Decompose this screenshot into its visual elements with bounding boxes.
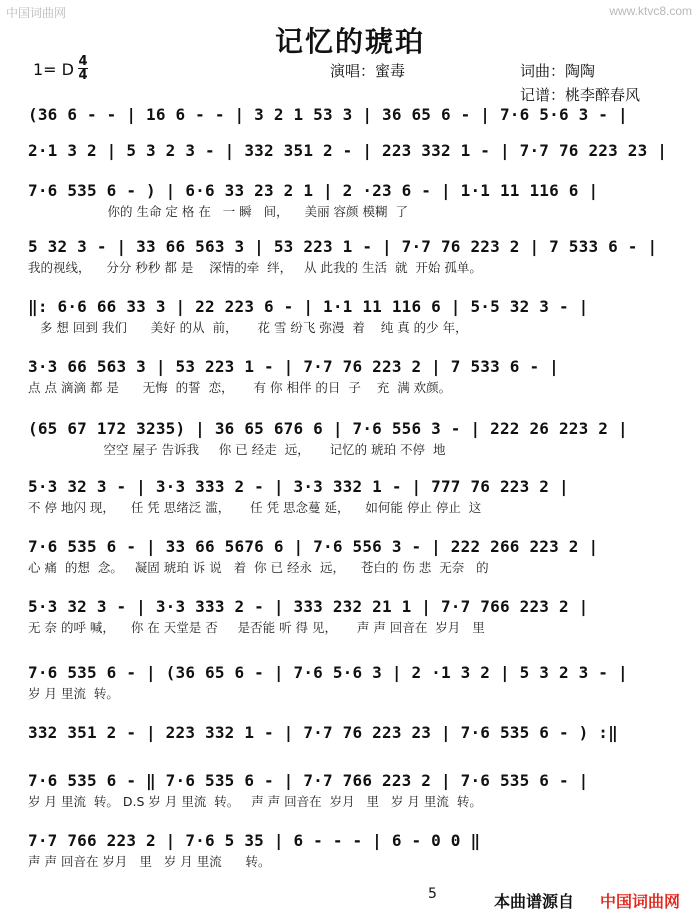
watermark-right: www.ktvc8.com bbox=[609, 4, 692, 18]
score-system-5 bbox=[28, 296, 668, 336]
watermark-left: 中国词曲网 bbox=[6, 6, 67, 20]
score-system-6 bbox=[28, 356, 668, 396]
score-system-14 bbox=[28, 830, 668, 870]
notation-line: 332 351 2 - | 223 332 1 - | 7·7 76 223 23 | 7·6 535 6 - ) :‖ bbox=[28, 723, 618, 742]
notation-line: 3·3 66 563 3 | 53 223 1 - | 7·7 76 223 2 | 7 533 6 - | bbox=[28, 357, 559, 376]
score-system-11 bbox=[28, 662, 668, 702]
composer-credit: 词曲：陶陶 bbox=[520, 62, 596, 80]
notation-line: 5·3 32 3 - | 3·3 333 2 - | 3·3 332 1 - | 777 76 223 2 | bbox=[28, 477, 569, 496]
score-system-13 bbox=[28, 770, 668, 810]
key-signature: 1= D bbox=[33, 60, 74, 79]
score-system-9 bbox=[28, 536, 668, 576]
lyrics-line: 不 停 地闪 现， 任 凭 思绪泛 滥， 任 凭 思念蔓 延， 如何能 停止 停止 这 bbox=[28, 500, 482, 515]
notation-line: 5·3 32 3 - | 3·3 333 2 - | 333 232 21 1 | 7·7 766 223 2 | bbox=[28, 597, 589, 616]
score-system-3 bbox=[28, 180, 668, 220]
lyrics-line: 心 痛 的想 念。 凝固 琥珀 诉 说 着 你 已 经永 远， 苍白的 伤 悲 无奈 的 bbox=[28, 560, 489, 575]
source-label: 本曲谱源自 bbox=[494, 892, 575, 911]
notation-line: 5 32 3 - | 33 66 563 3 | 53 223 1 - | 7·7 76 223 2 | 7 533 6 - | bbox=[28, 237, 658, 256]
source-brand[interactable]: 中国词曲网 bbox=[600, 892, 681, 911]
transcriber-credit: 记谱：桃李醉春风 bbox=[520, 86, 641, 104]
notation-line: (65 67 172 3235) | 36 65 676 6 | 7·6 556 3 - | 222 26 223 2 | bbox=[28, 419, 628, 438]
notation-line: ‖: 6·6 66 33 3 | 22 223 6 - | 1·1 11 116 6 | 5·5 32 3 - | bbox=[28, 297, 589, 316]
lyrics-line: 点 点 滴滴 都 是 无悔 的誓 恋， 有 你 相伴 的日 子 充 满 欢颜。 bbox=[28, 380, 452, 395]
time-signature bbox=[78, 56, 88, 81]
score-system-4 bbox=[28, 236, 668, 276]
singer-credit: 演唱：蜜毒 bbox=[330, 62, 406, 80]
lyrics-line: 空空 屋子 告诉我 你 已 经走 远， 记忆的 琥珀 不停 地 bbox=[28, 442, 446, 457]
page-number: 5 bbox=[428, 886, 437, 902]
notation-line: 7·7 766 223 2 | 7·6 5 35 | 6 - - - | 6 - 0 0 ‖ bbox=[28, 831, 481, 850]
lyrics-line: 声 声 回音在 岁月 里 岁 月 里流 转。 bbox=[28, 854, 271, 869]
notation-line: 7·6 535 6 - ‖ 7·6 535 6 - | 7·7 766 223 2 | 7·6 535 6 - | bbox=[28, 771, 589, 790]
lyrics-line: 多 想 回到 我们 美好 的从 前， 花 雪 纷飞 弥漫 着 纯 真 的少 年， bbox=[28, 320, 468, 335]
song-title: 记忆的琥珀 bbox=[274, 25, 425, 58]
lyrics-line: 岁 月 里流 转。 bbox=[28, 686, 119, 701]
score-system-1 bbox=[28, 104, 668, 144]
score-system-12 bbox=[28, 722, 668, 762]
lyrics-line bbox=[28, 164, 668, 180]
score-system-2 bbox=[28, 140, 668, 180]
time-sig-top: 4 bbox=[78, 54, 88, 69]
lyrics-line bbox=[28, 746, 668, 762]
lyrics-line: 我的视线， 分分 秒秒 都 是 深情的牵 绊， 从 此我的 生活 就 开始 孤单。 bbox=[28, 260, 482, 275]
notation-line: 7·6 535 6 - ) | 6·6 33 23 2 1 | 2 ·23 6 - | 1·1 11 116 6 | bbox=[28, 181, 599, 200]
lyrics-line: 无 奈 的呼 喊， 你 在 天堂是 否 是否能 听 得 见， 声 声 回音在 岁月 里 bbox=[28, 620, 485, 635]
notation-line: 7·6 535 6 - | (36 65 6 - | 7·6 5·6 3 | 2 ·1 3 2 | 5 3 2 3 - | bbox=[28, 663, 628, 682]
time-sig-bottom: 4 bbox=[78, 68, 88, 83]
notation-line: 2·1 3 2 | 5 3 2 3 - | 332 351 2 - | 223 332 1 - | 7·7 76 223 23 | bbox=[28, 141, 668, 160]
lyrics-line: 你的 生命 定 格 在 一 瞬 间， 美丽 容颜 模糊 了 bbox=[28, 204, 408, 219]
score-system-8 bbox=[28, 476, 668, 516]
notation-line: 7·6 535 6 - | 33 66 5676 6 | 7·6 556 3 - | 222 266 223 2 | bbox=[28, 537, 599, 556]
notation-line: (36 6 - - | 16 6 - - | 3 2 1 53 3 | 36 65 6 - | 7·6 5·6 3 - | bbox=[28, 105, 628, 124]
score-system-10 bbox=[28, 596, 668, 636]
score-system-7 bbox=[28, 418, 668, 458]
lyrics-line: 岁 月 里流 转。 D.S 岁 月 里流 转。 声 声 回音在 岁月 里 岁 月 里流 转。 bbox=[28, 794, 482, 809]
